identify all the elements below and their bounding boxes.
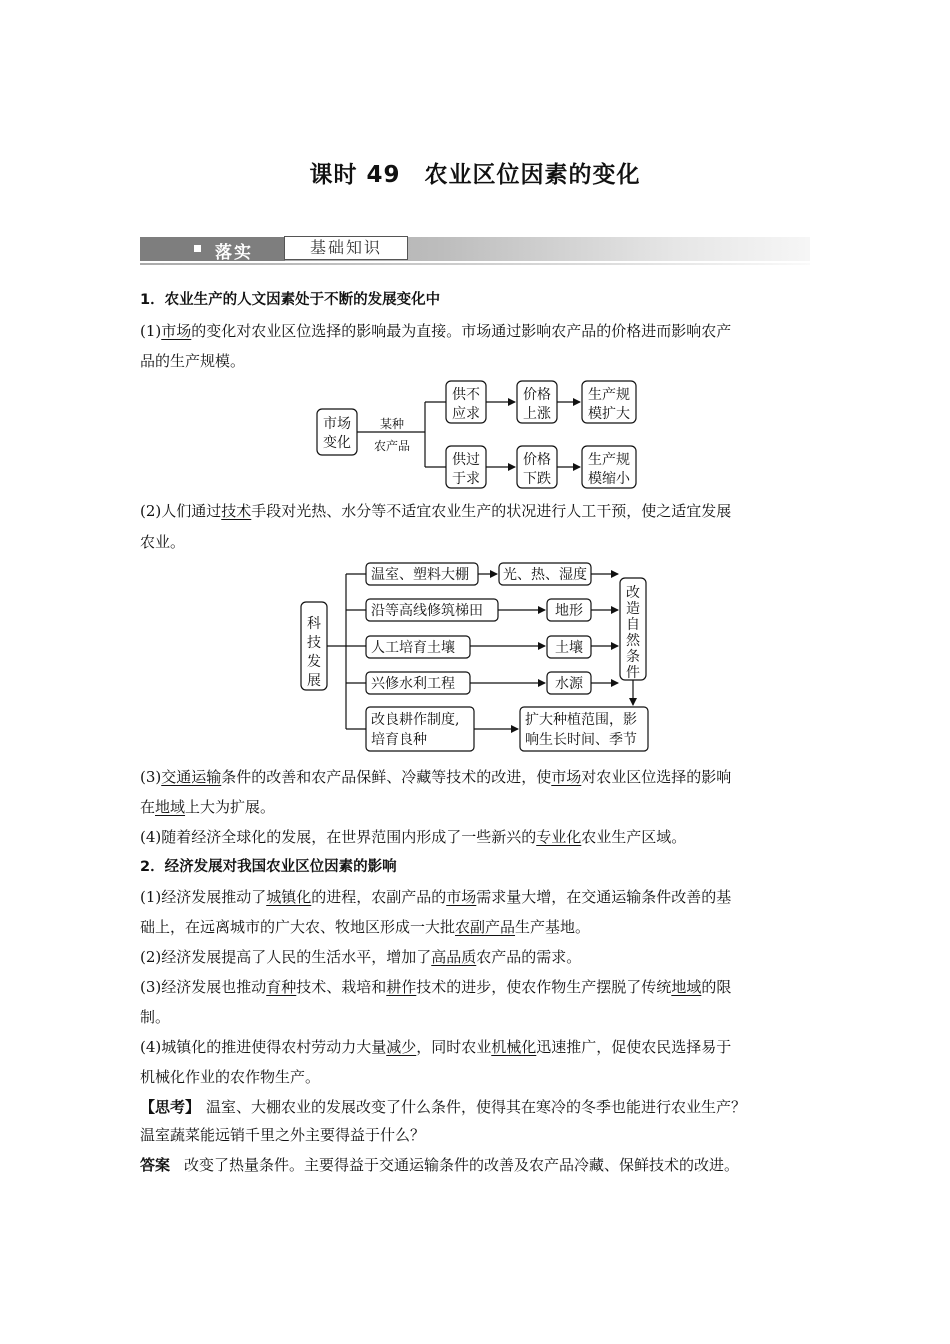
d2-row1-right: 地形 [555,603,583,619]
d1-top-5: 模扩大 [588,406,630,422]
think-question-1: 温室、大棚农业的发展改变了什么条件，使得其在寒冷的冬季也能进行农业生产？ [206,1098,747,1116]
underlined-term: 专业化 [536,828,582,846]
text-run: 础上，在远离城市的广大农、牧地区形成一大批 [140,918,456,936]
underlined-term: 交通运输 [161,768,222,786]
s1-p3-line2 [140,792,810,822]
text-run: 生产基地。 [515,918,591,936]
underlined-term: 农副产品 [455,918,516,936]
d2-side-2: 自 [626,617,640,633]
section2-heading: 2．经济发展对我国农业区位因素的影响 [140,859,397,875]
d2-row1-left: 沿等高线修筑梯田 [371,603,483,619]
s1-p4 [140,822,810,852]
text-run: 的限 [701,978,732,996]
d2-side-5: 件 [626,665,640,681]
d2-last-left-1: 培育良种 [371,732,427,748]
s2-p4-line1 [140,1032,810,1062]
underlined-term: 耕作 [386,978,417,996]
d1-top-1: 应求 [452,406,480,422]
banner-box-label: 基础知识 [284,236,408,260]
answer-line [140,1150,810,1180]
d1-top-4: 生产规 [588,387,630,403]
underlined-term: 城镇化 [266,888,312,906]
underlined-term: 市场 [551,768,582,786]
underlined-term: 地域 [155,798,186,816]
d1-top-2: 价格 [523,387,551,403]
text-run: 迅速推广，促使农民选择易于 [536,1038,732,1056]
s2-p2 [140,942,810,972]
text-run: ，同时农业 [416,1038,492,1056]
text-run: 技术、栽培和 [296,978,387,996]
d1-source-2: 变化 [323,435,351,451]
d1-bot-5: 模缩小 [588,471,630,487]
d1-top-3: 上涨 [523,406,551,422]
d1-mid-1: 某种 [379,417,405,431]
text-run: 对农业区位选择的影响 [581,768,732,786]
d1-source-1: 市场 [323,416,351,432]
think-q2: 温室蔬菜能远销千里之外主要得益于什么？ [140,1126,426,1144]
d1-bot-2: 价格 [523,452,551,468]
d2-side-0: 改 [626,585,640,601]
text-run: 需求量大增，在交通运输条件改善的基 [476,888,732,906]
d2-source-3: 展 [307,673,321,689]
d2-last-left-0: 改良耕作制度, [371,712,460,728]
text-run: 上大为扩展。 [185,798,276,816]
d2-side-4: 条 [626,649,640,665]
text-run: 农产品的需求。 [476,948,582,966]
d1-mid-2: 农产品 [373,439,411,453]
text-run: (4)城镇化的推进使得农村劳动力大量 [140,1038,387,1056]
s1-p3-line1 [140,762,810,792]
page-title: 课时 49 农业区位因素的变化 [309,162,641,188]
d2-side-3: 然 [626,633,640,649]
s2-p1-line2 [140,912,810,942]
text-run: 农业生产区域。 [581,828,687,846]
d1-bot-3: 下跌 [523,471,551,487]
text-run: (1)经济发展推动了 [140,888,267,906]
section1-heading: 1．农业生产的人文因素处于不断的发展变化中 [140,292,441,308]
underlined-term: 减少 [386,1038,417,1056]
underlined-term: 高品质 [431,948,477,966]
d1-top-0: 供不 [452,387,480,403]
underlined-term: 市场 [446,888,477,906]
s2-p3-line1 [140,972,810,1002]
text-run: 条件的改善和农产品保鲜、冷藏等技术的改进，使 [221,768,552,786]
text-run: (2)经济发展提高了人民的生活水平，增加了 [140,948,432,966]
d2-row2-left: 人工培育土壤 [371,640,455,656]
answer-tag: 答案 [140,1156,171,1174]
d2-row0-left: 温室、塑料大棚 [371,567,469,583]
s2-p4-line2: 机械化作业的农作物生产。 [140,1068,321,1086]
d2-last-right-1: 响生长时间、季节 [525,732,637,748]
s2-p3-line2: 制。 [140,1008,171,1026]
d1-bot-1: 于求 [452,471,480,487]
s1-p1-line2: 品的生产规模。 [140,352,246,370]
underlined-term: 育种 [266,978,297,996]
d1-bot-4: 生产规 [588,452,630,468]
d2-row0-right: 光、热、湿度 [503,567,587,583]
d2-row3-right: 水源 [555,676,583,692]
text-run: (4)随着经济全球化的发展，在世界范围内形成了一些新兴的 [140,828,537,846]
s2-p1-line1 [140,882,810,912]
underlined-term: 技术 [221,502,252,520]
d2-row2-right: 土壤 [555,640,583,656]
d1-bot-0: 供过 [452,452,480,468]
text-run: 技术的进步，使农作物生产摆脱了传统 [416,978,672,996]
text-run: (2)人们通过 [140,502,222,520]
text-run: (3)经济发展也推动 [140,978,267,996]
s1-p2-line1 [140,496,810,526]
text-run: (3) [140,768,162,786]
text-run: 手段对光热、水分等不适宜农业生产的状况进行人工干预，使之适宜发展 [251,502,732,520]
s1-p2-line2: 农业。 [140,533,186,551]
d2-last-right-0: 扩大种植范围，影 [525,712,637,728]
underlined-term: 地域 [671,978,702,996]
text-run: (1) [140,322,162,340]
d2-side-1: 造 [626,601,640,617]
underlined-term: 机械化 [491,1038,537,1056]
text-run: 的进程，农副产品的 [311,888,447,906]
banner-dark-label: 落实 [215,243,253,263]
d2-source-2: 发 [307,654,321,670]
text-run: 的变化对农业区位选择的影响最为直接。市场通过影响农产品的价格进而影响农产 [191,322,732,340]
d2-row3-left: 兴修水利工程 [371,676,455,692]
d2-source-1: 技 [307,635,321,651]
underlined-term: 市场 [161,322,192,340]
think-q1 [140,1092,810,1122]
think-tag: 【思考】 [140,1098,201,1116]
answer-text: 改变了热量条件。主要得益于交通运输条件的改善及农产品冷藏、保鲜技术的改进。 [184,1156,740,1174]
text-run: 在 [140,798,156,816]
d2-source-0: 科 [307,616,321,632]
